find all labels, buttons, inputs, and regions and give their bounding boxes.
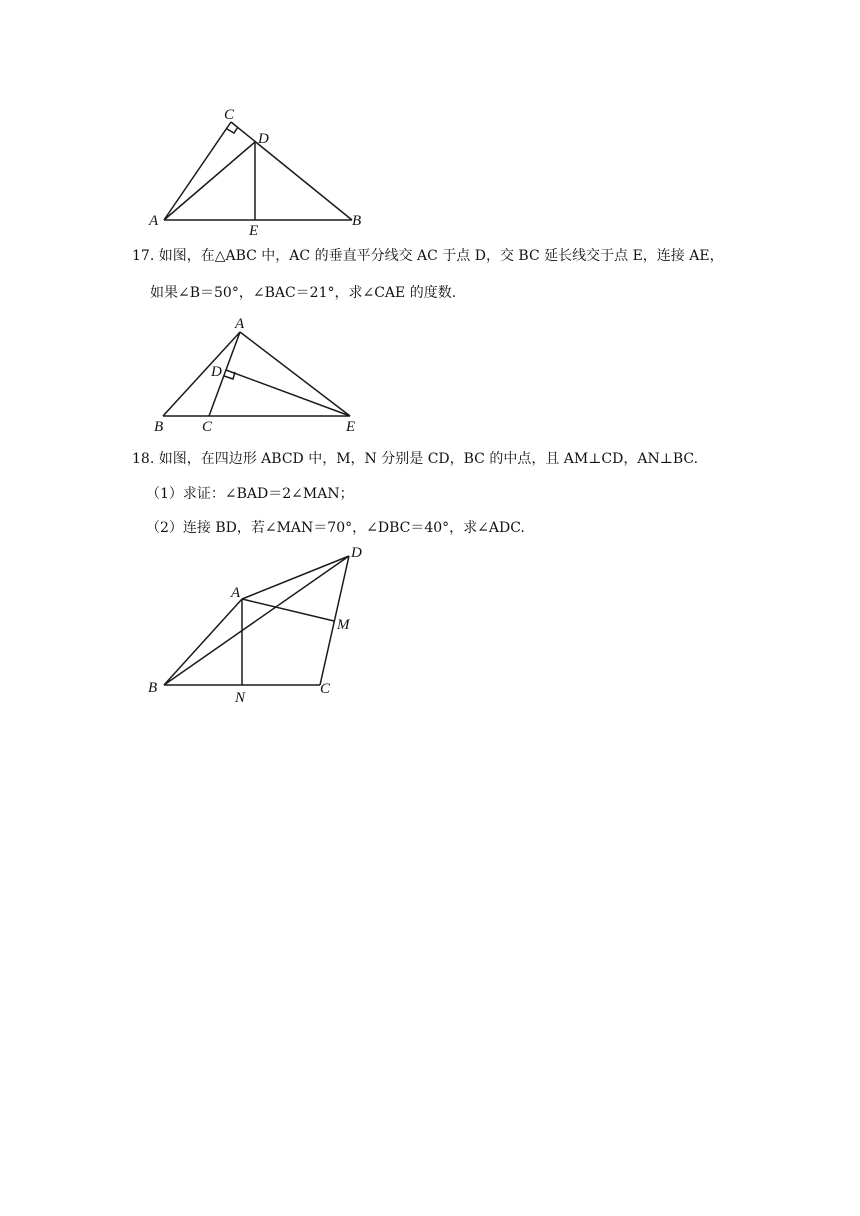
problem-18-number: 18. [132, 451, 155, 467]
segment-bd [164, 556, 349, 685]
label-e: E [346, 419, 356, 435]
problem-17-line-2 [150, 283, 456, 303]
right-angle-mark-c [227, 127, 238, 133]
label-m: M [337, 617, 350, 633]
label-e: E [249, 223, 259, 239]
problem-17-number: 17. [132, 248, 155, 264]
segment-ab [163, 332, 240, 416]
label-a: A [231, 585, 241, 601]
label-d: D [211, 364, 222, 380]
label-a: A [235, 316, 245, 332]
segment-ba [164, 599, 242, 685]
figure-18 [140, 538, 380, 708]
problem-18-part-2 [146, 518, 525, 538]
label-d: D [258, 131, 269, 147]
segment-ae [240, 332, 350, 416]
figure-16-svg [140, 100, 380, 240]
segment-am [242, 599, 334, 621]
figure-18-svg [140, 538, 380, 708]
figure-17-svg [145, 310, 375, 435]
figure-16 [140, 100, 380, 240]
problem-18-statement: 如图，在四边形 ABCD 中，M，N 分别是 CD，BC 的中点，且 AM⊥CD，AN⊥BC. [158, 451, 699, 467]
figure-17 [145, 310, 375, 435]
label-b: B [148, 680, 158, 696]
problem-18-part-1-text: （1）求证：∠BAD＝2∠MAN； [146, 486, 354, 502]
problem-18-part-2-text: （2）连接 BD，若∠MAN＝70°，∠DBC＝40°，求∠ADC. [146, 520, 525, 536]
label-d: D [351, 545, 362, 561]
label-n: N [235, 690, 246, 706]
label-b: B [154, 419, 164, 435]
problem-17-statement-1: 如图，在△ABC 中，AC 的垂直平分线交 AC 于点 D，交 BC 延长线交于点 E，连接 AE， [158, 248, 724, 264]
problem-18-line-1 [132, 449, 698, 469]
problem-18-part-1 [146, 484, 354, 504]
label-a: A [149, 213, 159, 229]
label-c: C [202, 419, 213, 435]
label-b: B [352, 213, 362, 229]
segment-cb [231, 122, 352, 220]
problem-17-line-1 [132, 246, 724, 266]
segment-de [226, 370, 350, 416]
problem-17-statement-2: 如果∠B＝50°，∠BAC＝21°，求∠CAE 的度数. [150, 285, 457, 301]
label-c: C [224, 107, 235, 123]
label-c: C [320, 681, 331, 697]
